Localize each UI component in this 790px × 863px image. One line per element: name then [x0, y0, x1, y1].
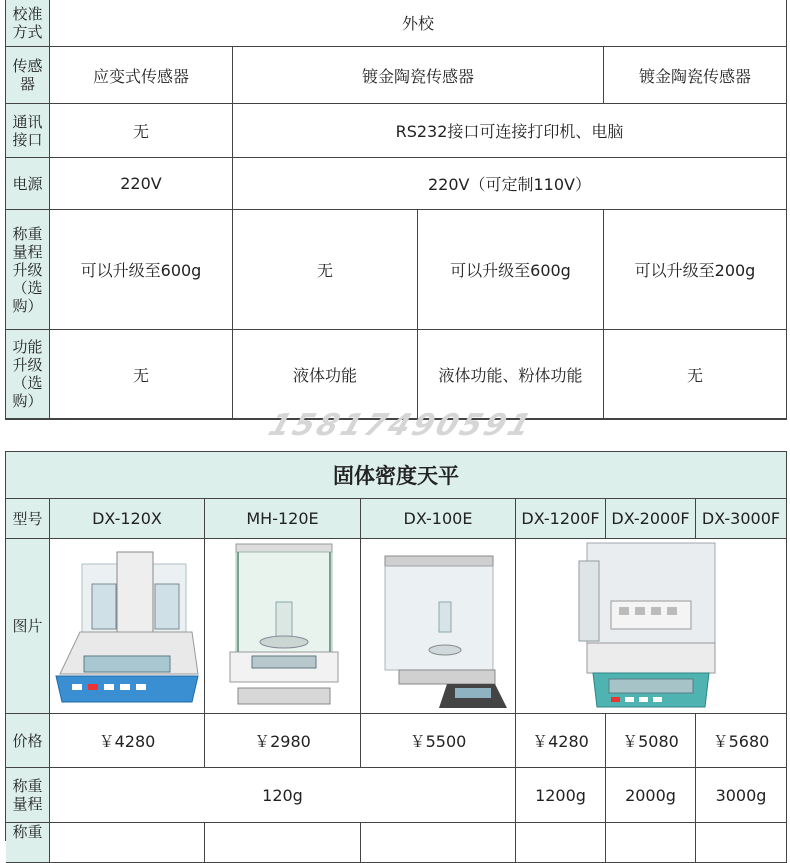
density-balance-dx-120x-illustration — [52, 544, 202, 709]
function-upgrade-3: 液体功能、粉体功能 — [418, 330, 604, 419]
price-dx-1200f: ￥4280 — [516, 714, 606, 768]
row-header-power: 电源 — [6, 158, 50, 210]
calibration-value: 外校 — [50, 0, 787, 47]
price-dx-2000f: ￥5080 — [606, 714, 696, 768]
model-header: 型号 — [6, 499, 50, 539]
row-header-sensor: 传感器 — [6, 47, 50, 104]
density-balance-dx-f-series-illustration — [571, 541, 731, 711]
model-dx-2000f: DX-2000F — [606, 499, 696, 539]
function-upgrade-2: 液体功能 — [233, 330, 418, 419]
function-upgrade-1: 无 — [50, 330, 233, 419]
image-mh-120e — [205, 539, 361, 714]
capacity-upgrade-2: 无 — [233, 210, 418, 330]
next-row-header: 称重 — [6, 823, 50, 863]
sensor-value-3: 镀金陶瓷传感器 — [604, 47, 787, 104]
image-dx-120x — [50, 539, 205, 714]
price-dx-3000f: ￥5680 — [696, 714, 787, 768]
analytical-balance-dx-100e-illustration — [363, 542, 513, 710]
capacity-120g: 120g — [50, 768, 516, 823]
capacity-3000g: 3000g — [696, 768, 787, 823]
capacity-1200g: 1200g — [516, 768, 606, 823]
capacity-2000g: 2000g — [606, 768, 696, 823]
sensor-value-1: 应变式传感器 — [50, 47, 233, 104]
row-header-calibration: 校准方式 — [6, 0, 50, 47]
model-mh-120e: MH-120E — [205, 499, 361, 539]
next-row-cell-5 — [606, 823, 696, 863]
analytical-balance-mh-120e-illustration — [208, 542, 358, 710]
phone-watermark: 15817490591 — [264, 408, 538, 443]
power-value-1: 220V — [50, 158, 233, 210]
sensor-value-2: 镀金陶瓷传感器 — [233, 47, 604, 104]
model-dx-120x: DX-120X — [50, 499, 205, 539]
price-header: 价格 — [6, 714, 50, 768]
row-header-function-upgrade: 功能升级（选购） — [6, 330, 50, 419]
price-mh-120e: ￥2980 — [205, 714, 361, 768]
interface-value-1: 无 — [50, 104, 233, 158]
model-dx-1200f: DX-1200F — [516, 499, 606, 539]
capacity-upgrade-1: 可以升级至600g — [50, 210, 233, 330]
power-value-2: 220V（可定制110V） — [233, 158, 787, 210]
next-row-cell-2 — [205, 823, 361, 863]
price-dx-100e: ￥5500 — [361, 714, 516, 768]
capacity-upgrade-4: 可以升级至200g — [604, 210, 787, 330]
next-row-cell-4 — [516, 823, 606, 863]
row-header-interface: 通讯接口 — [6, 104, 50, 158]
image-dx-f-series — [516, 539, 787, 714]
capacity-upgrade-3: 可以升级至600g — [418, 210, 604, 330]
table-title: 固体密度天平 — [6, 452, 787, 499]
model-dx-3000f: DX-3000F — [696, 499, 787, 539]
next-row-cell-1 — [50, 823, 205, 863]
image-header: 图片 — [6, 539, 50, 714]
solid-density-balance-table — [5, 451, 787, 841]
spec-table-top — [5, 0, 787, 420]
price-dx-120x: ￥4280 — [50, 714, 205, 768]
next-row-cell-3 — [361, 823, 516, 863]
interface-value-2: RS232接口可连接打印机、电脑 — [233, 104, 787, 158]
capacity-header: 称重量程 — [6, 768, 50, 823]
model-dx-100e: DX-100E — [361, 499, 516, 539]
image-dx-100e — [361, 539, 516, 714]
row-header-capacity-upgrade: 称重量程升级（选购） — [6, 210, 50, 330]
function-upgrade-4: 无 — [604, 330, 787, 419]
next-row-cell-6 — [696, 823, 787, 863]
